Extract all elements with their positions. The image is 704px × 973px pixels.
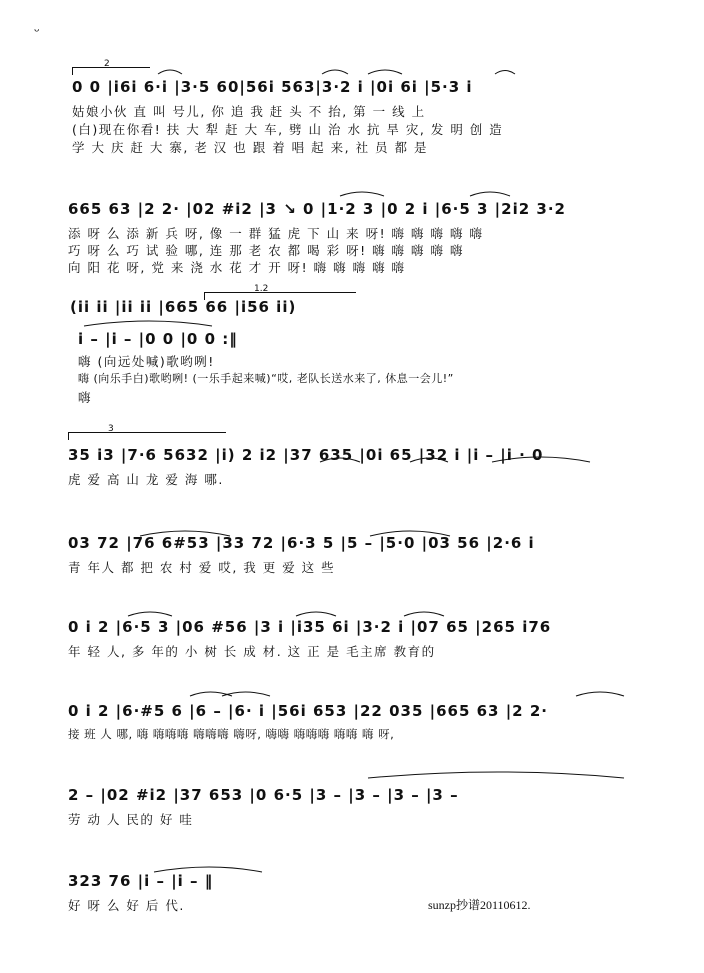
lyric-line-5: 青 年人 都 把 农 村 爱 哎, 我 更 爱 这 些: [68, 560, 336, 575]
notation-line-3: (ii ii |ii ii |665 66 |i56 ii): [70, 298, 297, 316]
corner-mark: ᵕ: [34, 24, 40, 40]
lyric-line-6: 年 轻 人, 多 年的 小 树 长 成 材. 这 正 是 毛主席 教育的: [68, 644, 436, 659]
third-ending-number: 3: [108, 424, 114, 434]
notation-line-5: 03 72 |76 6#53 |33 72 |6·3 5 |5 – |5·0 |03 56 |2·6 i: [68, 534, 535, 552]
lyric-line-2b: 巧 呀 么 巧 试 验 哪, 连 那 老 农 都 喝 彩 呀! 嗨 嗨 嗨 嗨 嗨: [68, 243, 464, 258]
notation-line-8: 2 – |02 #i2 |37 653 |0 6·5 |3 – |3 – |3 – |3 –: [68, 786, 459, 804]
lyric-line-4: 虎 爱 高 山 龙 爱 海 哪.: [68, 472, 224, 487]
lyric-line-3c: 嗨: [78, 390, 93, 405]
notation-line-2: 665 63 |2 2· |02 #i2 |3 ↘ 0 |1·2 3 |0 2 i |6·5 3 |2i2 3·2: [68, 200, 566, 218]
lyric-line-1c: 学 大 庆 赶 大 寨, 老 汉 也 跟 着 唱 起 来, 社 员 都 是: [72, 140, 428, 155]
lyric-line-9: 好 呀 么 好 后 代.: [68, 898, 185, 913]
first-ending-tick: [72, 67, 73, 75]
third-ending-bracket: [68, 432, 226, 433]
second-ending-number: 1.2: [254, 284, 269, 294]
first-ending-number: 2: [104, 59, 110, 69]
notation-line-4: 35 i3 |7·6 5632 |i) 2 i2 |37 635 |0i 65 |32 i |i – |i · 0: [68, 446, 544, 464]
notation-line-9: 323 76 |i – |i – ‖: [68, 872, 214, 890]
lyric-line-1b: (白)现在你看! 扶 大 犁 赶 大 车, 劈 山 治 水 抗 旱 灾, 发 明 创 造: [72, 122, 504, 137]
notation-line-3b: i – |i – |0 0 |0 0 :‖: [78, 330, 238, 348]
lyric-line-2c: 向 阳 花 呀, 党 来 浇 水 花 才 开 呀! 嗨 嗨 嗨 嗨 嗨: [68, 260, 406, 275]
notation-line-1: 0 0 |i6i 6·i |3·5 60|56i 563|3·2 i |0i 6i |5·3 i: [72, 78, 473, 96]
lyric-line-3a: 嗨 (向远处喊)歌哟咧!: [78, 354, 215, 369]
lyric-line-7: 接 班 人 哪, 嗨 嗨嗨嗨 嗨嗨嗨 嗨呀, 嗨嗨 嗨嗨嗨 嗨嗨 嗨 呀,: [68, 727, 395, 741]
lyric-line-1a: 姑娘小伙 直 叫 号儿, 你 追 我 赶 头 不 抬, 第 一 线 上: [72, 104, 426, 119]
notation-line-7: 0 i 2 |6·#5 6 |6 – |6· i |56i 653 |22 035 |665 63 |2 2·: [68, 702, 548, 720]
notation-line-6: 0 i 2 |6·5 3 |06 #56 |3 i |i35 6i |3·2 i |07 65 |265 i76: [68, 618, 552, 636]
lyric-line-3b: 嗨 (向乐手白)歌哟咧! (一乐手起来喊)“哎, 老队长送水来了, 休息一会儿!”: [78, 372, 454, 385]
lyric-line-2a: 添 呀 么 添 新 兵 呀, 像 一 群 猛 虎 下 山 来 呀! 嗨 嗨 嗨 嗨 嗨: [68, 226, 484, 241]
first-ending-bracket: [72, 67, 150, 68]
transcription-credit: sunzp抄谱20110612.: [428, 898, 531, 912]
second-ending-bracket: [204, 292, 356, 293]
third-ending-tick: [68, 432, 69, 440]
lyric-line-8: 劳 动 人 民的 好 哇: [68, 812, 194, 827]
